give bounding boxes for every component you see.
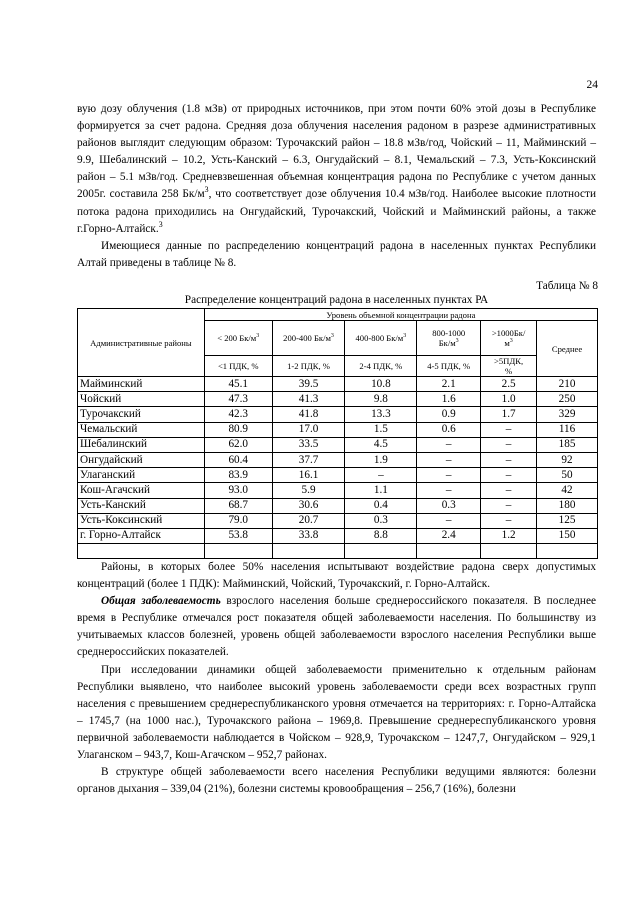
cell-value: 10.8 [345,377,417,392]
cell-value: 8.8 [345,528,417,543]
table-row [78,513,598,528]
cell-value: 47.3 [204,392,272,407]
cell-value [417,544,481,559]
cell-average: 50 [537,468,598,483]
table-row [78,452,598,467]
cell-district: Улаганский [78,468,205,483]
header-range: >1000Бк/ $м^3$ [481,321,537,356]
cell-value: 4.5 [345,437,417,452]
cell-value: 1.5 [345,422,417,437]
cell-value: 93.0 [204,483,272,498]
cell-value: 42.3 [204,407,272,422]
cell-value: 0.3 [417,498,481,513]
table-label: Таблица № 8 [536,280,598,292]
cell-value: 20.7 [272,513,345,528]
table-row [78,392,598,407]
cell-value: 53.8 [204,528,272,543]
cell-value: – [481,513,537,528]
header-pdk: 4-5 ПДК, % [417,356,481,377]
header-range: < 200 $Бк/м^3$ [204,321,272,356]
cell-value: 79.0 [204,513,272,528]
cell-average: 125 [537,513,598,528]
cell-value: 17.0 [272,422,345,437]
paragraph: При исследовании динамики общей заболеваемости применительно к отдельным районам Республики выявлено, что наиболее высокий уровень заболеваемости среди всех возрастных групп населения с превышением среднереспубликанского уровня отмечается на территориях: г. Горно-Алтайска – 1745,7 (на 1000 нас.), Турочакского района – 1969,8. Превышение среднереспубликанского уровня первичной заболеваемости наблюдается в Чойском – 928,9, Турочакском – 1247,7, Онгудайском – 929,1 Улаганском – 943,7, Кош-Агачском – 952,7 районах. [77,663,596,762]
table-row [78,528,598,543]
cell-value: – [481,437,537,452]
paragraph: Районы, в которых более 50% населения испытывают воздействие радона сверх допустимых концентраций (более 1 ПДК): Майминский, Чойский, Турочакский, г. Горно-Алтайск. [77,561,596,591]
table-caption: Распределение концентраций радона в населенных пунктах РА [184,294,489,306]
cell-value: – [481,483,537,498]
cell-value: 0.3 [345,513,417,528]
cell-value: – [417,468,481,483]
cell-average: 180 [537,498,598,513]
text-block-bottom [77,559,596,798]
cell-value: 41.8 [272,407,345,422]
cell-average: 92 [537,452,598,467]
cell-value [204,544,272,559]
cell-value: 37.7 [272,452,345,467]
cell-district: Онгудайский [78,452,205,467]
cell-average: 42 [537,483,598,498]
cell-value: 60.4 [204,452,272,467]
text-block-top [77,101,596,272]
cell-district: Усть-Коксинский [78,513,205,528]
cell-district: Чемальский [78,422,205,437]
header-range: 400-800 $Бк/м^3$ [345,321,417,356]
table-row [78,544,598,559]
table-row [78,468,598,483]
radon-table [77,308,598,559]
paragraph: Общая заболеваемость взрослого населения больше среднероссийского показателя. В последнее время в Республике отмечался рост показателя общей заболеваемости населения. По большинству из учитываемых классов болезней, уровень общей заболеваемости взрослого населения Республики выше среднероссийских показателей. [77,595,596,659]
cell-value: 1.0 [481,392,537,407]
cell-value: 5.9 [272,483,345,498]
paragraph: Имеющиеся данные по распределению концентраций радона в населенных пунктах Республики Алтай приведены в таблице № 8. [77,239,596,269]
cell-value: 30.6 [272,498,345,513]
cell-value: 80.9 [204,422,272,437]
cell-district: Кош-Агачский [78,483,205,498]
cell-value: 2.5 [481,377,537,392]
cell-average: 116 [537,422,598,437]
cell-value [345,544,417,559]
cell-value: 0.4 [345,498,417,513]
cell-value: – [481,498,537,513]
header-pdk: 1-2 ПДК, % [272,356,345,377]
table-row [78,407,598,422]
table-row [78,437,598,452]
cell-value: 1.7 [481,407,537,422]
cell-value: – [481,468,537,483]
cell-value: 1.2 [481,528,537,543]
cell-value: 1.1 [345,483,417,498]
cell-district: Усть-Канский [78,498,205,513]
cell-value: – [481,452,537,467]
cell-value: 83.9 [204,468,272,483]
header-pdk: <1 ПДК, % [204,356,272,377]
cell-value: 33.5 [272,437,345,452]
cell-value: 0.9 [417,407,481,422]
cell-value: – [417,483,481,498]
cell-value: 1.6 [417,392,481,407]
table-row [78,483,598,498]
cell-value: – [417,513,481,528]
header-range: 200-400 $Бк/м^3$ [272,321,345,356]
cell-district [78,544,205,559]
cell-value: – [417,437,481,452]
paragraph: В структуре общей заболеваемости всего населения Республики ведущими являются: болезни органов дыхания – 339,04 (21%), болезни системы кровообращения – 256,7 (16%), болезни [77,766,596,796]
cell-value: 9.8 [345,392,417,407]
header-average: Среднее [537,321,598,377]
table-row [78,377,598,392]
cell-value: 2.1 [417,377,481,392]
emphasis-term: Общая заболеваемость [101,595,221,608]
cell-value: 45.1 [204,377,272,392]
cell-value: – [417,452,481,467]
cell-value: – [481,422,537,437]
cell-average: 185 [537,437,598,452]
cell-value: 2.4 [417,528,481,543]
cell-district: Шебалинский [78,437,205,452]
header-pdk: 2-4 ПДК, % [345,356,417,377]
cell-average: 150 [537,528,598,543]
cell-value: 39.5 [272,377,345,392]
cell-value: 33.8 [272,528,345,543]
cell-value: 68.7 [204,498,272,513]
cell-average: 250 [537,392,598,407]
cell-district: Чойский [78,392,205,407]
cell-value: – [345,468,417,483]
paragraph: вую дозу облучения (1.8 мЗв) от природных источников, при этом почти 60% этой дозы в Республике формируется за счет радона. Средняя доза облучения населения радоном в разрезе административных районов выглядит следующим образом: Турочакский район – 18.8 мЗв/год, Чойский – 11, Майминский – 9.9, Шебалинский – 10.2, Усть-Канский – 6.3, Онгудайский – 8.1, Чемальский – 7.3, Усть-Коксинский район – 5.1 мЗв/год. Средневзвешенная объемная концентрация радона по Республике с учетом данных 2005г. составила 258 $Бк/м^3$, что соответствует дозе облучения 10.4 мЗв/год. Наиболее высокие плотности потока радона приходились на Онгудайский, Турочакский, Чойский и Майминский районы, а также г.Горно-Алтайск.$^3$ [77,103,597,235]
header-range: 800-1000 $Бк/м^3$ [417,321,481,356]
cell-value: 13.3 [345,407,417,422]
cell-value [272,544,345,559]
page-number: 24 [586,79,598,91]
table-row [78,498,598,513]
cell-district: Турочакский [78,407,205,422]
cell-value: 62.0 [204,437,272,452]
cell-district: Майминский [78,377,205,392]
cell-value: 16.1 [272,468,345,483]
cell-district: г. Горно-Алтайск [78,528,205,543]
cell-average: 210 [537,377,598,392]
table-row [78,422,598,437]
header-pdk: >5ПДК, % [481,356,537,377]
cell-value: 0.6 [417,422,481,437]
cell-average [537,544,598,559]
cell-value [481,544,537,559]
cell-value: 41.3 [272,392,345,407]
cell-value: 1.9 [345,452,417,467]
header-levels: Уровень объемной концентрации радона [204,309,597,321]
cell-average: 329 [537,407,598,422]
header-district: Административные районы [78,309,205,377]
